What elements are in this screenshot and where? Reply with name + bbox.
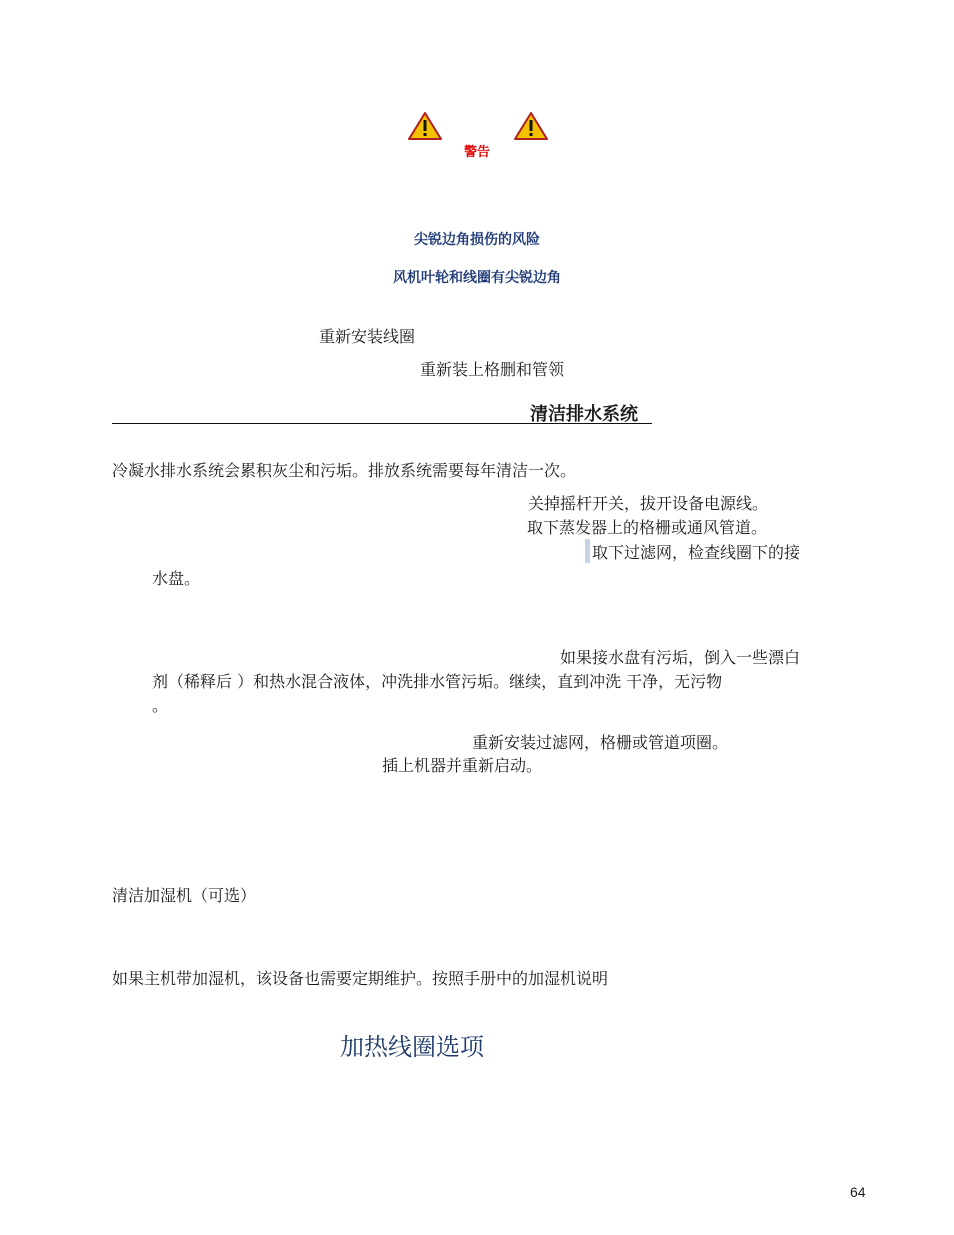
- drain-intro: 冷凝水排水系统会累积灰尘和污垢。排放系统需要每年清洁一次。: [112, 461, 577, 480]
- text-cursor-mark: [585, 539, 590, 563]
- drain-step-4-line-2: 剂（稀释后 ）和热水混合液体，冲洗排水管污垢。继续，直到冲洗 干净，无污物: [152, 672, 723, 691]
- warning-label: 警告: [463, 145, 490, 160]
- drain-step-3-line-1: 取下过滤网，检查线圈下的接: [592, 543, 801, 562]
- drain-step-6: 插上机器并重新启动。: [382, 756, 543, 775]
- drain-step-5: 重新安装过滤网，格栅或管道项圈。: [472, 733, 729, 752]
- step-reinstall-coil: 重新安装线圈: [319, 327, 416, 346]
- section-heading-drain: 清洁排水系统: [530, 404, 638, 425]
- page-number: 64: [850, 1184, 866, 1200]
- hazard-detail: 风机叶轮和线圈有尖锐边角: [393, 270, 561, 286]
- hazard-title: 尖锐边角损伤的风险: [414, 232, 540, 248]
- warning-triangle-icon: [513, 111, 549, 141]
- humidifier-title: 清洁加湿机（可选）: [112, 886, 257, 905]
- section-underline: [112, 423, 652, 424]
- warning-triangle-icon: [407, 111, 443, 141]
- drain-step-4-line-1: 如果接水盘有污垢，倒入一些漂白: [560, 648, 801, 667]
- step-reinstall-grille: 重新装上格删和管领: [420, 360, 565, 379]
- drain-step-1: 关掉摇杆开关，拔开设备电源线。: [528, 494, 769, 513]
- drain-step-4-line-3: 。: [152, 696, 169, 715]
- drain-step-2: 取下蒸发器上的格栅或通风管道。: [527, 518, 768, 537]
- humidifier-text: 如果主机带加湿机，该设备也需要定期维护。按照手册中的加湿机说明: [112, 969, 609, 988]
- heating-coil-heading: 加热线圈选项: [340, 1033, 484, 1061]
- drain-step-3-line-2: 水盘。: [152, 569, 201, 588]
